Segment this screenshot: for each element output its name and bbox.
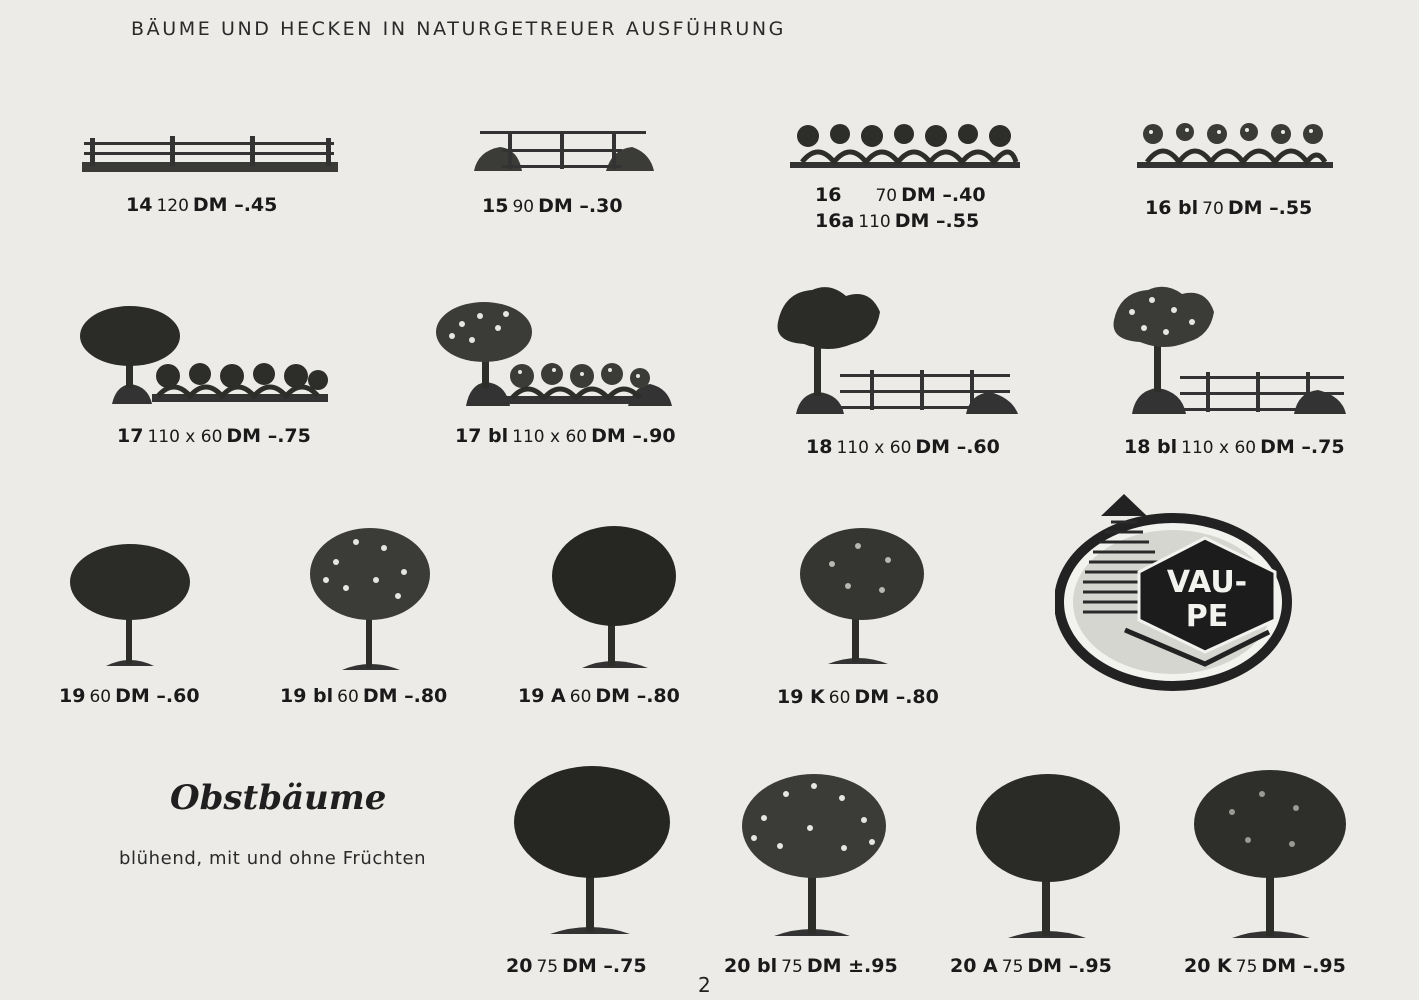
caption-20A: 20 A 75 DM –.95 xyxy=(950,955,1112,977)
tree-fence-figure-18bl xyxy=(1108,282,1350,420)
caption-20: 20 75 DM –.75 xyxy=(506,955,647,977)
tree-hedge-figure-17bl xyxy=(432,296,680,410)
caption-20K: 20 K 75 DM –.95 xyxy=(1184,955,1346,977)
caption-16a: 16a 110 DM –.55 xyxy=(815,210,980,232)
caption-14: 14 120 DM –.45 xyxy=(126,194,278,216)
caption-18bl: 18 bl 110 x 60 DM –.75 xyxy=(1124,436,1345,458)
hedge-figure-16bl xyxy=(1135,122,1335,174)
page-header: BÄUME UND HECKEN IN NATURGETREUER AUSFÜHRUNG xyxy=(131,18,786,40)
fence-figure-14 xyxy=(80,132,342,176)
caption-17bl: 17 bl 110 x 60 DM –.90 xyxy=(455,425,676,447)
caption-19A: 19 A 60 DM –.80 xyxy=(518,685,680,707)
page-number: 2 xyxy=(698,973,711,997)
tree-figure-19bl xyxy=(306,518,436,674)
logo-line2: PE xyxy=(1185,599,1229,634)
caption-17: 17 110 x 60 DM –.75 xyxy=(117,425,311,447)
tree-figure-20K xyxy=(1192,764,1352,942)
tree-figure-20bl xyxy=(740,768,890,940)
obstbaeume-subtitle: blühend, mit und ohne Früchten xyxy=(119,848,427,869)
vau-pe-logo xyxy=(1055,492,1295,692)
logo-line1: VAU- xyxy=(1166,565,1248,600)
tree-figure-19A xyxy=(552,520,682,672)
tree-figure-20 xyxy=(510,760,674,938)
caption-16: 16 70 DM –.40 xyxy=(815,184,986,206)
tree-figure-20A xyxy=(974,770,1124,942)
caption-19K: 19 K 60 DM –.80 xyxy=(777,686,939,708)
tree-hedge-figure-17 xyxy=(72,300,330,408)
caption-20bl: 20 bl 75 DM ±.95 xyxy=(724,955,898,977)
obstbaeume-title: Obstbäume xyxy=(170,778,387,818)
tree-figure-19K xyxy=(798,520,932,668)
caption-15: 15 90 DM –.30 xyxy=(482,195,623,217)
fence-figure-15 xyxy=(472,127,656,175)
caption-19: 19 60 DM –.60 xyxy=(59,685,200,707)
caption-16bl: 16 bl 70 DM –.55 xyxy=(1145,197,1313,219)
caption-19bl: 19 bl 60 DM –.80 xyxy=(280,685,448,707)
tree-fence-figure-18 xyxy=(770,282,1022,420)
caption-18: 18 110 x 60 DM –.60 xyxy=(806,436,1000,458)
hedge-figure-16 xyxy=(788,122,1024,174)
tree-figure-19 xyxy=(66,538,194,670)
